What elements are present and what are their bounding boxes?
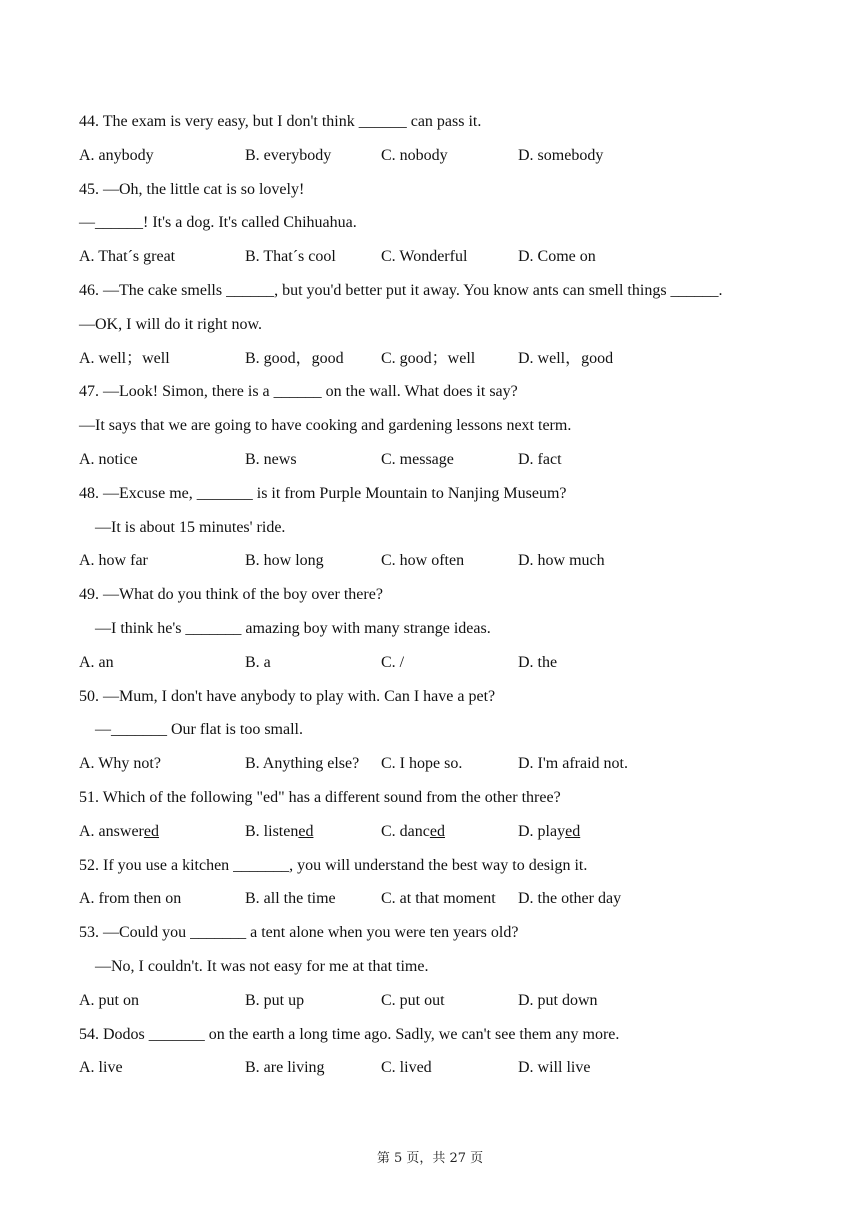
- option-d: D. the other day: [518, 890, 622, 908]
- question-46-stem: 46. —The cake smells ______, but you'd better put it away. You know ants can smell things ______.: [79, 281, 723, 299]
- option-b: B. Anything else?: [245, 755, 360, 773]
- question-48-stem: 48. —Excuse me, _______ is it from Purple Mountain to Nanjing Museum?: [79, 484, 567, 502]
- question-47-options: [79, 448, 799, 482]
- option-c: C. I hope so.: [381, 755, 463, 773]
- option-a: A. from then on: [79, 890, 182, 908]
- question-50-options: [79, 752, 799, 786]
- question-48-options: [79, 549, 799, 583]
- option-b-underlined: ed: [298, 822, 314, 840]
- option-d: D. fact: [518, 450, 562, 468]
- option-a-base: A. answer: [79, 822, 144, 840]
- option-b: B. That´s cool: [245, 248, 336, 266]
- option-b: B. all the time: [245, 890, 336, 908]
- option-b: [245, 820, 313, 844]
- option-d: D. how much: [518, 552, 605, 570]
- option-c: [381, 820, 445, 844]
- option-b: B. how long: [245, 552, 324, 570]
- option-b: B. put up: [245, 991, 305, 1009]
- option-b: B. everybody: [245, 146, 332, 164]
- option-d-base: D. play: [518, 822, 566, 840]
- option-a: A. anybody: [79, 146, 154, 164]
- option-b-base: B. listen: [245, 822, 299, 840]
- option-d-underlined: ed: [565, 822, 581, 840]
- option-a: A. Why not?: [79, 755, 161, 773]
- question-49-reply: —I think he's _______ amazing boy with many strange ideas.: [95, 619, 491, 637]
- question-53-reply: —No, I couldn't. It was not easy for me at that time.: [95, 957, 429, 975]
- option-c-underlined: ed: [429, 822, 445, 840]
- question-list: [79, 110, 799, 1090]
- question-44-options: [79, 144, 799, 178]
- page-number-footer: 第 5 页，共 27 页: [376, 1151, 484, 1166]
- question-53-stem: 53. —Could you _______ a tent alone when you were ten years old?: [79, 924, 519, 942]
- question-45-reply: —______! It's a dog. It's called Chihuahua.: [79, 214, 357, 232]
- option-a-underlined: ed: [143, 822, 159, 840]
- question-47-reply: —It says that we are going to have cooking and gardening lessons next term.: [79, 417, 572, 435]
- option-c: C. /: [381, 653, 405, 671]
- option-d: D. put down: [518, 991, 598, 1009]
- option-c: C. message: [381, 450, 454, 468]
- question-51-stem: 51. Which of the following "ed" has a different sound from the other three?: [79, 788, 561, 806]
- question-54-options: [79, 1056, 799, 1090]
- option-d: D. somebody: [518, 146, 604, 164]
- option-d: D. Come on: [518, 248, 596, 266]
- question-51-options: [79, 820, 799, 854]
- question-49-options: [79, 651, 799, 685]
- option-a: A. notice: [79, 450, 138, 468]
- option-a: A. put on: [79, 991, 139, 1009]
- option-b: B. good，good: [245, 349, 344, 367]
- option-d: D. will live: [518, 1059, 591, 1077]
- question-52-options: [79, 887, 799, 921]
- question-48-reply: —It is about 15 minutes' ride.: [95, 518, 286, 536]
- option-c: C. lived: [381, 1059, 432, 1077]
- option-a: [79, 820, 159, 844]
- option-a: A. well；well: [79, 349, 170, 367]
- question-45-options: [79, 245, 799, 279]
- option-d: D. I'm afraid not.: [518, 755, 628, 773]
- question-45-stem: 45. —Oh, the little cat is so lovely!: [79, 180, 305, 198]
- question-49-stem: 49. —What do you think of the boy over there?: [79, 586, 383, 604]
- question-53-options: [79, 989, 799, 1023]
- question-50-reply: —_______ Our flat is too small.: [95, 721, 303, 739]
- option-b: B. a: [245, 653, 271, 671]
- question-52-stem: 52. If you use a kitchen _______, you will understand the best way to design it.: [79, 856, 588, 874]
- option-a: A. That´s great: [79, 248, 176, 266]
- option-c: C. put out: [381, 991, 445, 1009]
- option-c: C. good；well: [381, 349, 476, 367]
- option-a: A. live: [79, 1059, 123, 1077]
- question-46-options: [79, 347, 799, 381]
- question-50-stem: 50. —Mum, I don't have anybody to play with. Can I have a pet?: [79, 687, 496, 705]
- option-c: C. at that moment: [381, 890, 496, 908]
- question-46-reply: —OK, I will do it right now.: [79, 315, 262, 333]
- option-a: A. how far: [79, 552, 148, 570]
- question-54-stem: 54. Dodos _______ on the earth a long time ago. Sadly, we can't see them any more.: [79, 1025, 620, 1043]
- option-b: B. are living: [245, 1059, 325, 1077]
- option-d: D. well，good: [518, 349, 614, 367]
- option-c: C. nobody: [381, 146, 448, 164]
- option-d: [518, 820, 580, 844]
- option-c: C. Wonderful: [381, 248, 468, 266]
- option-c-base: C. danc: [381, 822, 430, 840]
- option-b: B. news: [245, 450, 297, 468]
- question-47-stem: 47. —Look! Simon, there is a ______ on the wall. What does it say?: [79, 383, 518, 401]
- question-44-stem: 44. The exam is very easy, but I don't think ______ can pass it.: [79, 113, 482, 130]
- option-c: C. how often: [381, 552, 465, 570]
- option-a: A. an: [79, 653, 114, 671]
- option-d: D. the: [518, 653, 558, 671]
